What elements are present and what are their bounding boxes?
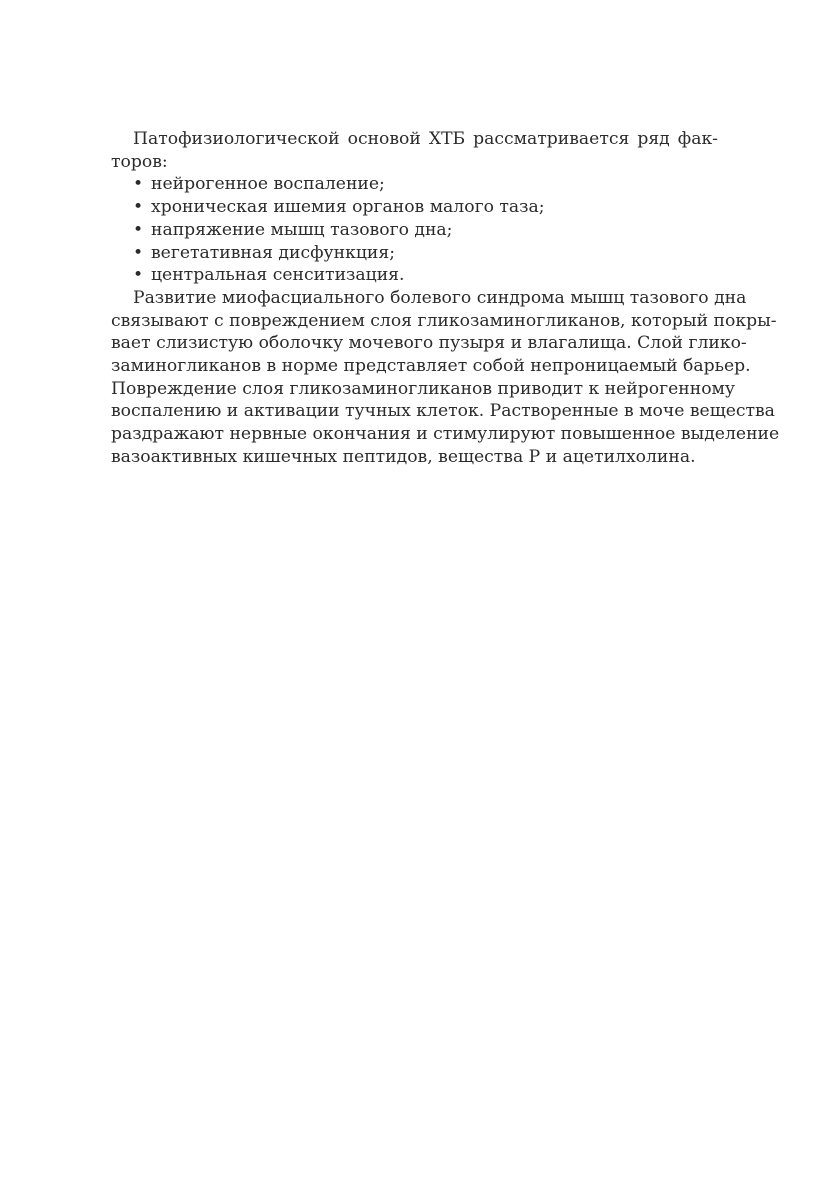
bullet-icon: •: [133, 265, 144, 286]
list-item-text: вегетативная дисфункция;: [151, 242, 395, 263]
bullet-icon: •: [133, 174, 144, 195]
list-item: [111, 219, 718, 242]
paragraph-line: Повреждение слоя гликозаминогликанов приводит к нейрогенному: [111, 378, 736, 399]
paragraph-line: раздражают нервные окончания и стимулируют повышенное выделение: [111, 424, 780, 445]
paragraph-line: торов:: [111, 151, 168, 172]
list-item: [111, 264, 718, 287]
factor-list: [111, 173, 718, 287]
list-item-text: хроническая ишемия органов малого таза;: [151, 197, 545, 218]
paragraph-line: воспалению и активации тучных клеток. Растворенные в моче вещества: [111, 401, 775, 422]
body-text: [111, 128, 780, 469]
list-item-text: напряжение мышц тазового дна;: [151, 219, 453, 240]
paragraph-line: Патофизиологической основой ХТБ рассматривается ряд фак-: [133, 129, 718, 149]
paragraph-pathophysiology: [111, 128, 718, 173]
paragraph-line: Развитие миофасциального болевого синдрома мышц тазового дна: [133, 287, 747, 308]
list-item-text: центральная сенситизация.: [151, 265, 405, 286]
list-item: [111, 196, 718, 219]
paragraph-line: вазоактивных кишечных пептидов, вещества Р и ацетилхолина.: [111, 446, 696, 467]
bullet-icon: •: [133, 242, 144, 263]
paragraph-line: заминогликанов в норме представляет собой непроницаемый барьер.: [111, 356, 751, 377]
paragraph-line: связывают с повреждением слоя гликозаминогликанов, который покры-: [111, 310, 777, 331]
list-item-text: нейрогенное воспаление;: [151, 174, 385, 195]
list-item: [111, 242, 718, 265]
paragraph-myofascial-syndrome: [111, 287, 780, 469]
list-item: [111, 173, 718, 196]
paragraph-line: вает слизистую оболочку мочевого пузыря и влагалища. Слой глико-: [111, 333, 747, 354]
bullet-icon: •: [133, 197, 144, 218]
bullet-icon: •: [133, 219, 144, 240]
